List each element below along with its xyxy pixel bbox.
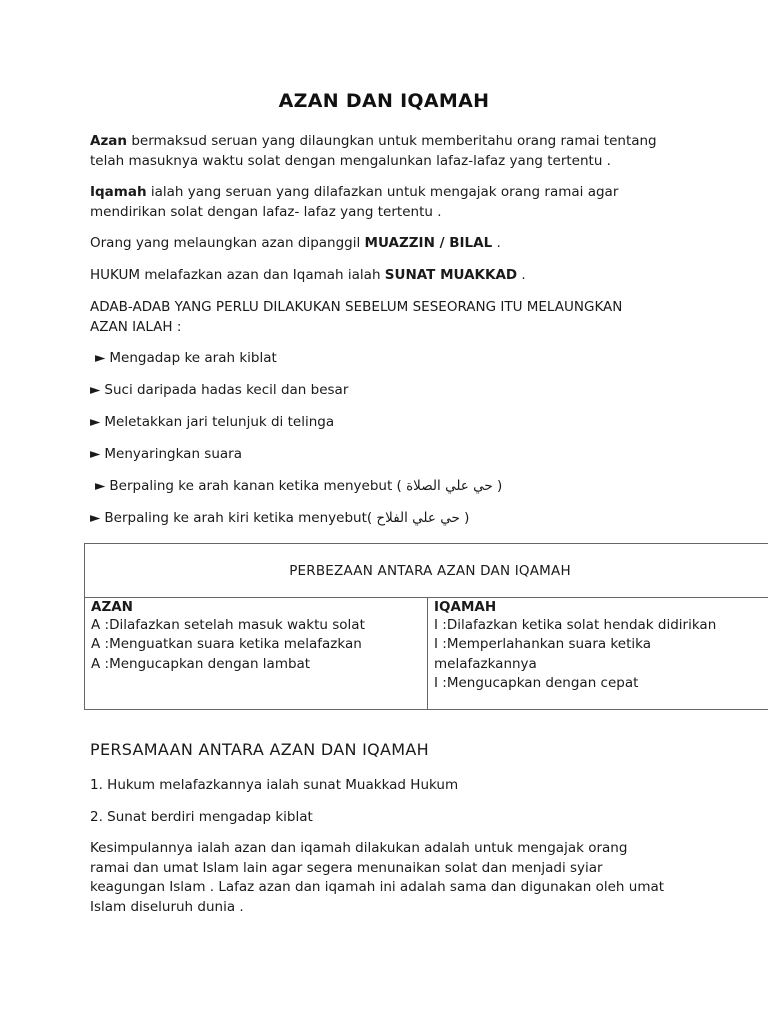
iqamah-definition — [90, 183, 690, 222]
muazzin-suffix: . — [492, 235, 501, 251]
adab-heading-line2: AZAN IALAH : — [90, 318, 182, 335]
hukum-suffix: . — [517, 267, 526, 283]
adab-item-6 — [90, 509, 690, 529]
arabic-phrase: حي علي الفلاح — [376, 510, 460, 526]
azan-column-line: A :Dilafazkan setelah masuk waktu solat — [91, 617, 365, 633]
persamaan-item-1: 1. Hukum melafazkannya ialah sunat Muakkad Hukum — [90, 777, 459, 793]
adab-item-suffix: ) — [492, 478, 503, 494]
conclusion-line: ramai dan umat Islam lain agar segera menunaikan solat dan menjadi syiar — [90, 859, 603, 876]
arrow-icon: ► — [95, 350, 106, 366]
conclusion-line: Islam diseluruh dunia . — [90, 898, 244, 915]
muazzin-bold: MUAZZIN / BILAL — [364, 235, 493, 251]
muazzin-paragraph — [90, 234, 690, 254]
adab-item-text: Menyaringkan suara — [104, 446, 242, 462]
arrow-icon: ► — [90, 446, 101, 462]
adab-item-text: Mengadap ke arah kiblat — [109, 350, 277, 366]
iqamah-column-line: I :Dilafazkan ketika solat hendak didirikan — [434, 617, 717, 633]
persamaan-item-2: 2. Sunat berdiri mengadap kiblat — [90, 809, 313, 825]
hukum-paragraph — [90, 266, 690, 286]
table-heading: PERBEZAAN ANTARA AZAN DAN IQAMAH — [85, 544, 768, 598]
arrow-icon: ► — [95, 478, 106, 494]
azan-definition-line1: bermaksud seruan yang dilaungkan untuk memberitahu orang ramai tentang — [127, 133, 657, 149]
azan-column — [85, 598, 428, 710]
persamaan-heading: PERSAMAAN ANTARA AZAN DAN IQAMAH — [90, 740, 429, 759]
conclusion-paragraph — [90, 839, 700, 917]
arrow-icon: ► — [90, 510, 101, 526]
adab-item-3 — [90, 413, 690, 433]
azan-definition-line2: telah masuknya waktu solat dengan mengalunkan lafaz-lafaz yang tertentu . — [90, 152, 611, 169]
conclusion-line: Kesimpulannya ialah azan dan iqamah dilakukan adalah untuk mengajak orang — [90, 840, 628, 856]
adab-item-1 — [95, 349, 695, 369]
iqamah-definition-line1: ialah yang seruan yang dilafazkan untuk mengajak orang ramai agar — [146, 184, 619, 200]
iqamah-definition-line2: mendirikan solat dengan lafaz- lafaz yang tertentu . — [90, 203, 442, 220]
iqamah-column — [428, 598, 768, 710]
conclusion-line: keagungan Islam . Lafaz azan dan iqamah ini adalah sama dan digunakan oleh umat — [90, 879, 665, 895]
adab-heading-line1: ADAB-ADAB YANG PERLU DILAKUKAN SEBELUM SESEORANG ITU MELAUNGKAN — [90, 299, 623, 315]
arrow-icon: ► — [90, 414, 101, 430]
iqamah-column-title: IQAMAH — [434, 599, 497, 615]
azan-column-line: A :Menguatkan suara ketika melafazkan — [91, 636, 362, 653]
adab-item-text: Meletakkan jari telunjuk di telinga — [104, 414, 335, 430]
iqamah-column-line: melafazkannya — [434, 655, 537, 672]
iqamah-term: Iqamah — [90, 184, 147, 200]
adab-item-5 — [95, 477, 695, 497]
hukum-bold: SUNAT MUAKKAD — [384, 267, 518, 283]
adab-item-suffix: ) — [459, 510, 470, 526]
muazzin-text: Orang yang melaungkan azan dipanggil — [90, 235, 365, 251]
adab-item-4 — [90, 445, 690, 465]
adab-heading — [90, 298, 690, 337]
adab-item-text: Berpaling ke arah kanan ketika menyebut ( — [109, 478, 407, 494]
adab-item-2 — [90, 381, 690, 401]
page-title: AZAN DAN IQAMAH — [278, 90, 490, 112]
comparison-table — [84, 543, 768, 710]
azan-column-title: AZAN — [91, 599, 133, 615]
iqamah-column-line: I :Memperlahankan suara ketika — [434, 636, 651, 653]
azan-column-line: A :Mengucapkan dengan lambat — [91, 655, 311, 672]
arrow-icon: ► — [90, 382, 101, 398]
hukum-text: HUKUM melafazkan azan dan Iqamah ialah — [90, 267, 385, 283]
adab-item-text: Berpaling ke arah kiri ketika menyebut( — [104, 510, 377, 526]
adab-item-text: Suci daripada hadas kecil dan besar — [104, 382, 349, 398]
arabic-phrase: حي علي الصلاة — [406, 478, 493, 494]
azan-definition — [90, 132, 690, 171]
iqamah-column-line: I :Mengucapkan dengan cepat — [434, 674, 639, 691]
azan-term: Azan — [90, 133, 128, 149]
